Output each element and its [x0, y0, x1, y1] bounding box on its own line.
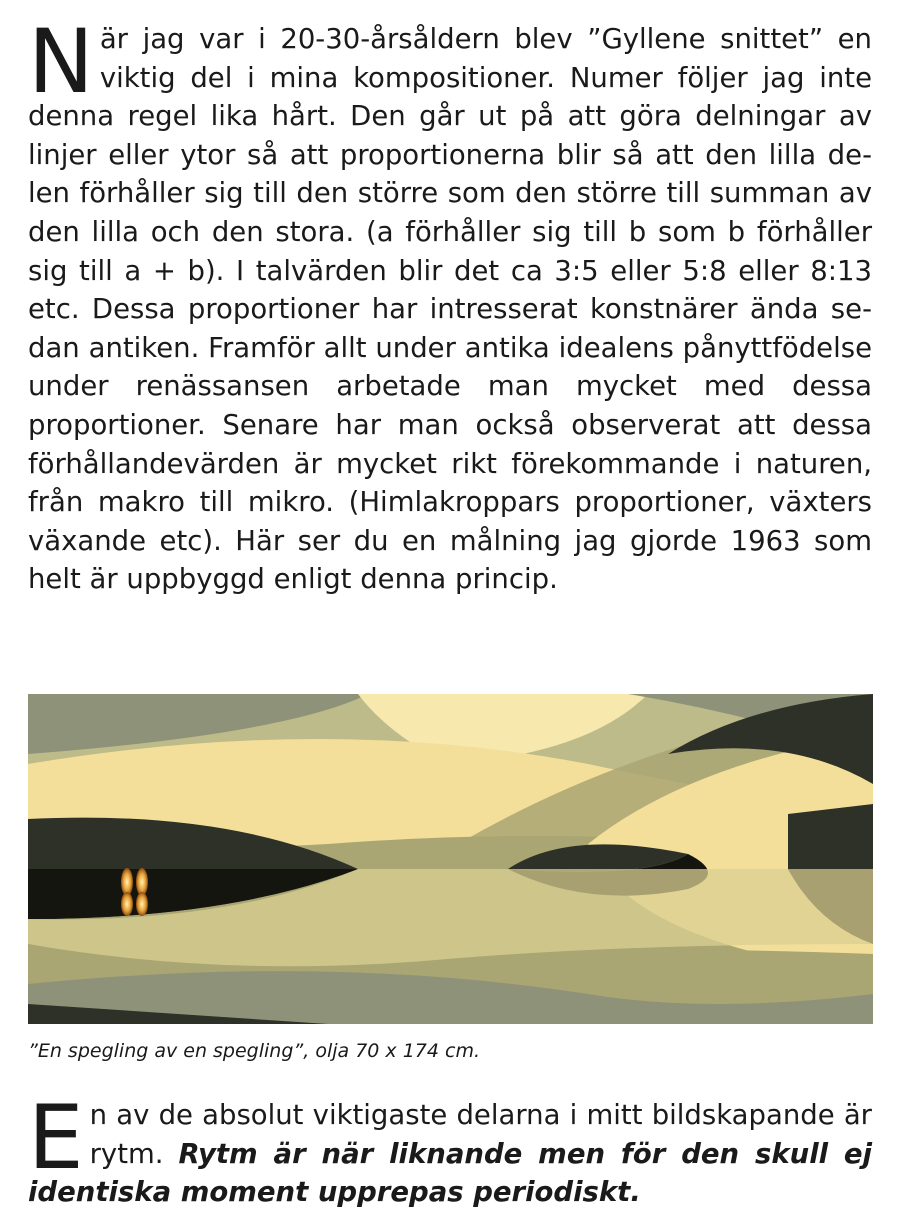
intro-paragraph: [28, 10, 872, 599]
painting-image: [28, 694, 873, 1024]
rhythm-definition: Rytm är när liknande men för den skull ej identiska moment upprepas periodiskt.: [28, 1137, 873, 1209]
intro-text: är jag var i 20-30-årsåldern blev ”Gyllene snittet” en viktig del i mina kompositioner. Numer följer jag inte denna regel lika hårt. Den går ut på att göra delningar av linjer eller ytor så att proportionerna blir så att den lilla delen förhåller sig till den större som den större till summan av den lilla och den stora. (a förhåller sig till b som b förhåller sig till a + b). I talvärden blir det ca 3:5 eller 5:8 eller 8:13 etc. Dessa proportioner har intresserat konstnärer ända sedan antiken. Framför allt under antika idealens pånyttfödelse under renässansen arbetade man mycket med dessa proportioner. Senare har man också observerat att dessa förhållandevärden är mycket rikt förekommande i naturen, från makro till mikro. (Himlakroppars proportioner, växters växande etc). Här ser du en målning jag gjorde 1963 som helt är uppbyggd enligt denna princip.: [28, 23, 872, 596]
painting-caption: ”En spegling av en spegling”, olja 70 x 174 cm.: [28, 1040, 480, 1062]
rhythm-text: n av de absolut viktigaste delarna i mitt bildskapande är rytm.: [89, 1099, 872, 1170]
rhythm-paragraph: [28, 1086, 873, 1212]
dropcap-e: E: [28, 1086, 84, 1189]
dropcap-n: N: [28, 10, 94, 113]
